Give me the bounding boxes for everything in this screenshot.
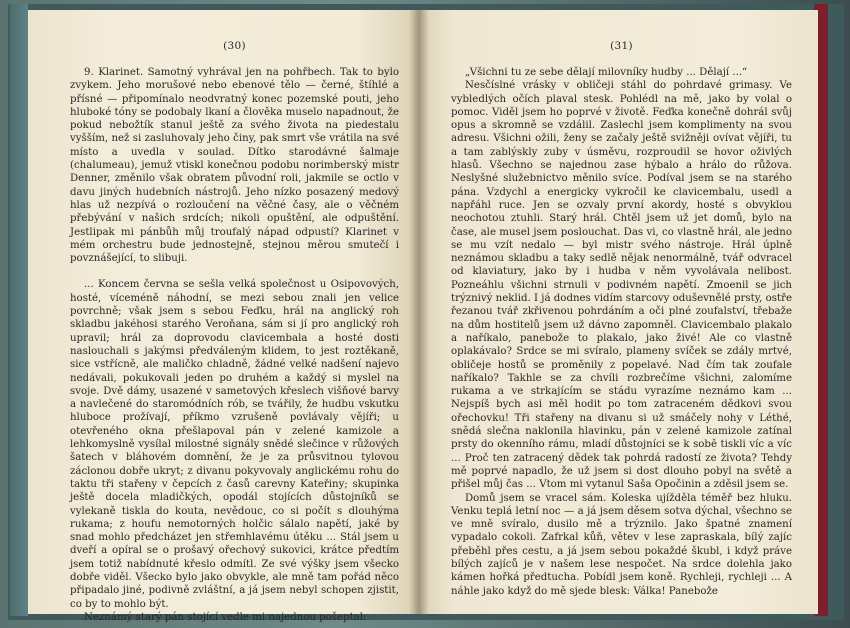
paragraph: 9. Klarinet. Samotný vyhrával jen na pohřbech. Tak to bylo zvykem. Jeho morušové nebo ebenové tělo — černé, štíhlé a přísné — připomínalo neodvratný konec pozemské pouti, jeho hluboké tóny se podobaly lkaní a člověka muselo napadnout, že pokud nebožtík stanul ještě za svého života na piedestalu vyšším, než si zasluhovaly jeho činy, pak smrt vše vrátila na své místo a uvedla v soulad. Dítko starodávné šalmaje (chalumeau), jemuž vtiskl konečnou podobu norimberský mistr Denner, změnilo však obratem původní roli, jakmile se octlo v davu jiných hudebních nástrojů. Jeho nízko posazený medový hlas už nezpívá o rozloučení na věčné časy, ale o věčném přebývání v našich srdcích; nikoli opuštění, ale odpuštění. Jestlipak mi pánbůh můj troufalý nápad odpustí? Klarinet v mém orchestru bude jednostejně, stejnou měrou smutečí i povznášející, to slibuji.	[70, 67, 399, 265]
page-number-right: (31)	[610, 40, 633, 52]
left-page	[28, 10, 415, 623]
paragraph: „Všichni tu ze sebe dělají milovníky hudby ... Dělají ...“	[465, 67, 748, 78]
paragraph: Neznámý starý pán stojící vedle mi najednou pošeptal:	[84, 611, 367, 623]
paragraph: Domů jsem se vracel sám. Koleska ujížděla téměř bez hluku. Venku teplá letní noc — a já jsem děsem sotva dýchal, všechno se ve mně svíralo, dusilo mě a trýznilo. Jako špatné znamení vypadalo cokoli. Zafrkal kůň, větev v lese zapraskala, bílý zajíc přeběhl přes cestu, a já jsem sebou pokaždé škubl, i když práve bílých zajíců je v našem lese nespočet. Na srdce dolehla jako kámen hořká předtucha. Pobídl jsem koně. Rychleji, rychleji ... A náhle jako když do mě sjede blesk: Válka! Panebože	[451, 492, 792, 597]
left-page-text	[70, 66, 399, 624]
right-page	[415, 10, 818, 614]
book-spine-edge	[10, 4, 28, 616]
paragraph: Nesčíslné vrásky v obličeji stáhl do pohrdavé grimasy. Ve vybledlých očích plaval stesk. Pohlédl na mě, jako by volal o pomoc. Viděl jsem ho poprvé v životě. Feďka konečně dohrál svůj opus a skromně se vzdálil. Zaslechl jsem komplimenty na svou adresu. Všichni ožili, ženy se začaly ještě svižněji ovívat vějíři, tu a tam zablýskly zuby v úsměvu, rozproudil se hovor oživlých hlasů. Všechno se najednou zase hýbalo a hrálo do růžova. Neslyšné služebnictvo měnilo svíce. Podíval jsem se na starého pána. Vzdychl a energicky vykročil ke clavicembalu, usedl a napřáhl ruce. Jen se ozvaly první akordy, hosté s obvyklou neochotou ztuhli. Starý hrál. Chtěl jsem už jet domů, bylo na čase, ale musel jsem poslouchat. Das vi, co vlastně hrál, ale jedno se mu vzít nedalo — byl mistr svého nástroje. Hrál úplně neznámou skladbu a taky sedlě nějak nenormálně, tvář odvracel od klaviatury, jako by i hudba v něm vyvolávala nelibost. Pozneáhlu všichni strnuli v podivném napětí. Zmoenil se jich trýznivý neklid. I já dodnes vidím starcovy oduševnělé prsty, ostře řezanou tvář zkřivenou pohrdáním a oči plné zoufalství, třebaže na dům hostitelů jsem už dávno zapomněl. Clavicembalo plakalo a naříkalo, panebože to plakalo, jako živé! Ale co vlastně oplakávalo? Srdce se mi svíralo, plameny svíček se zdály mrtvé, obličeje hostů se proměnily z popelavé. Nad čím tak zoufale naříkalo? Takhle se za chvíli rozbrečíme všichni, zalomíme rukama a ve strkajícím se stádu vyrazíme neznámo kam ... Nejspíš bych asi měl hodit po tom zatraceném dědkovi svou ořechovku! Tři stařeny na divanu si už smáčely nohy v Léthé, snědá slečna naklonila hlavinku, pán v zelené kamizole zatínal prsty do okenního rámu, mladí důstojníci se k sobě tiskli víc a víc ... Proč ten zatracený dědek tak pohrdá radostí ze života? Tehdy mě poprvé napadlo, že už jsem si dost dlouho pobyl na světě a přišel můj čas ... Vtom mi vytanul Saša Opočinin a zděsil jsem se.	[451, 80, 792, 491]
paragraph: ... Koncem června se sešla velká společnost u Osipovových, hosté, víceméně náhodní, se mezi sebou znali jen velice povrchně; však jsem s sebou Feďku, hrál na anglický roh skladbu jakéhosi starého Veroňana, sám si jí pro anglický roh upravil; hrál za doprovodu clavicembala a hosté dosti naslouchali s jakýmsi předváleným klidem, to jest roztěkaně, sice vstřícně, ale maličko chladně, žádné velké nadšení najevo nedávali, pokukovali jeden po druhém a každý si myslel na svoje. Dvě dámy, usazené v sametových křeslech višňové barvy a navlečené do staromódních rób, se tvářily, že hudbu vskutku hluboce prožívají, příkmo vzrušeně povlávaly vějíři; u otevřeného okna přešlapoval pán v zelené kamizole a lehkomyslně vysílal milostné signály snědé slečince v růžových šatech v bláhovém domnění, že je za průsvitnou tylovou záclonou dobře ukryt; z divanu pokyvovaly anglickému rohu do taktu tři stařeny v čepcích z časů carevny Kateřiny; skupinka ještě docela mladičkých, opodál stojících důstojníků se vylekaně tiskla do kouta, nevědouc, co si počít s dlouhýma rukama; z houfu nemotorných holčic sálalo napětí, jaké by snad mohlo předcházet jen střemhlavému útěku ... Stál jsem u dveří a opíral se o prošavý ořechový sukovici, krátce předtím jsem totiž nabídnuté křeslo odmítl. Ze své výšky jsem všecko dobře viděl. Všecko bylo jako obvykle, ale mně tam pořád něco připadalo jiné, podivně zvláštní, a já jsem nebyl schopen zjistit, co by to mohlo být.	[70, 279, 399, 610]
right-page-text	[451, 66, 792, 598]
page-number-left: (30)	[223, 40, 246, 52]
book-spread	[28, 10, 818, 623]
